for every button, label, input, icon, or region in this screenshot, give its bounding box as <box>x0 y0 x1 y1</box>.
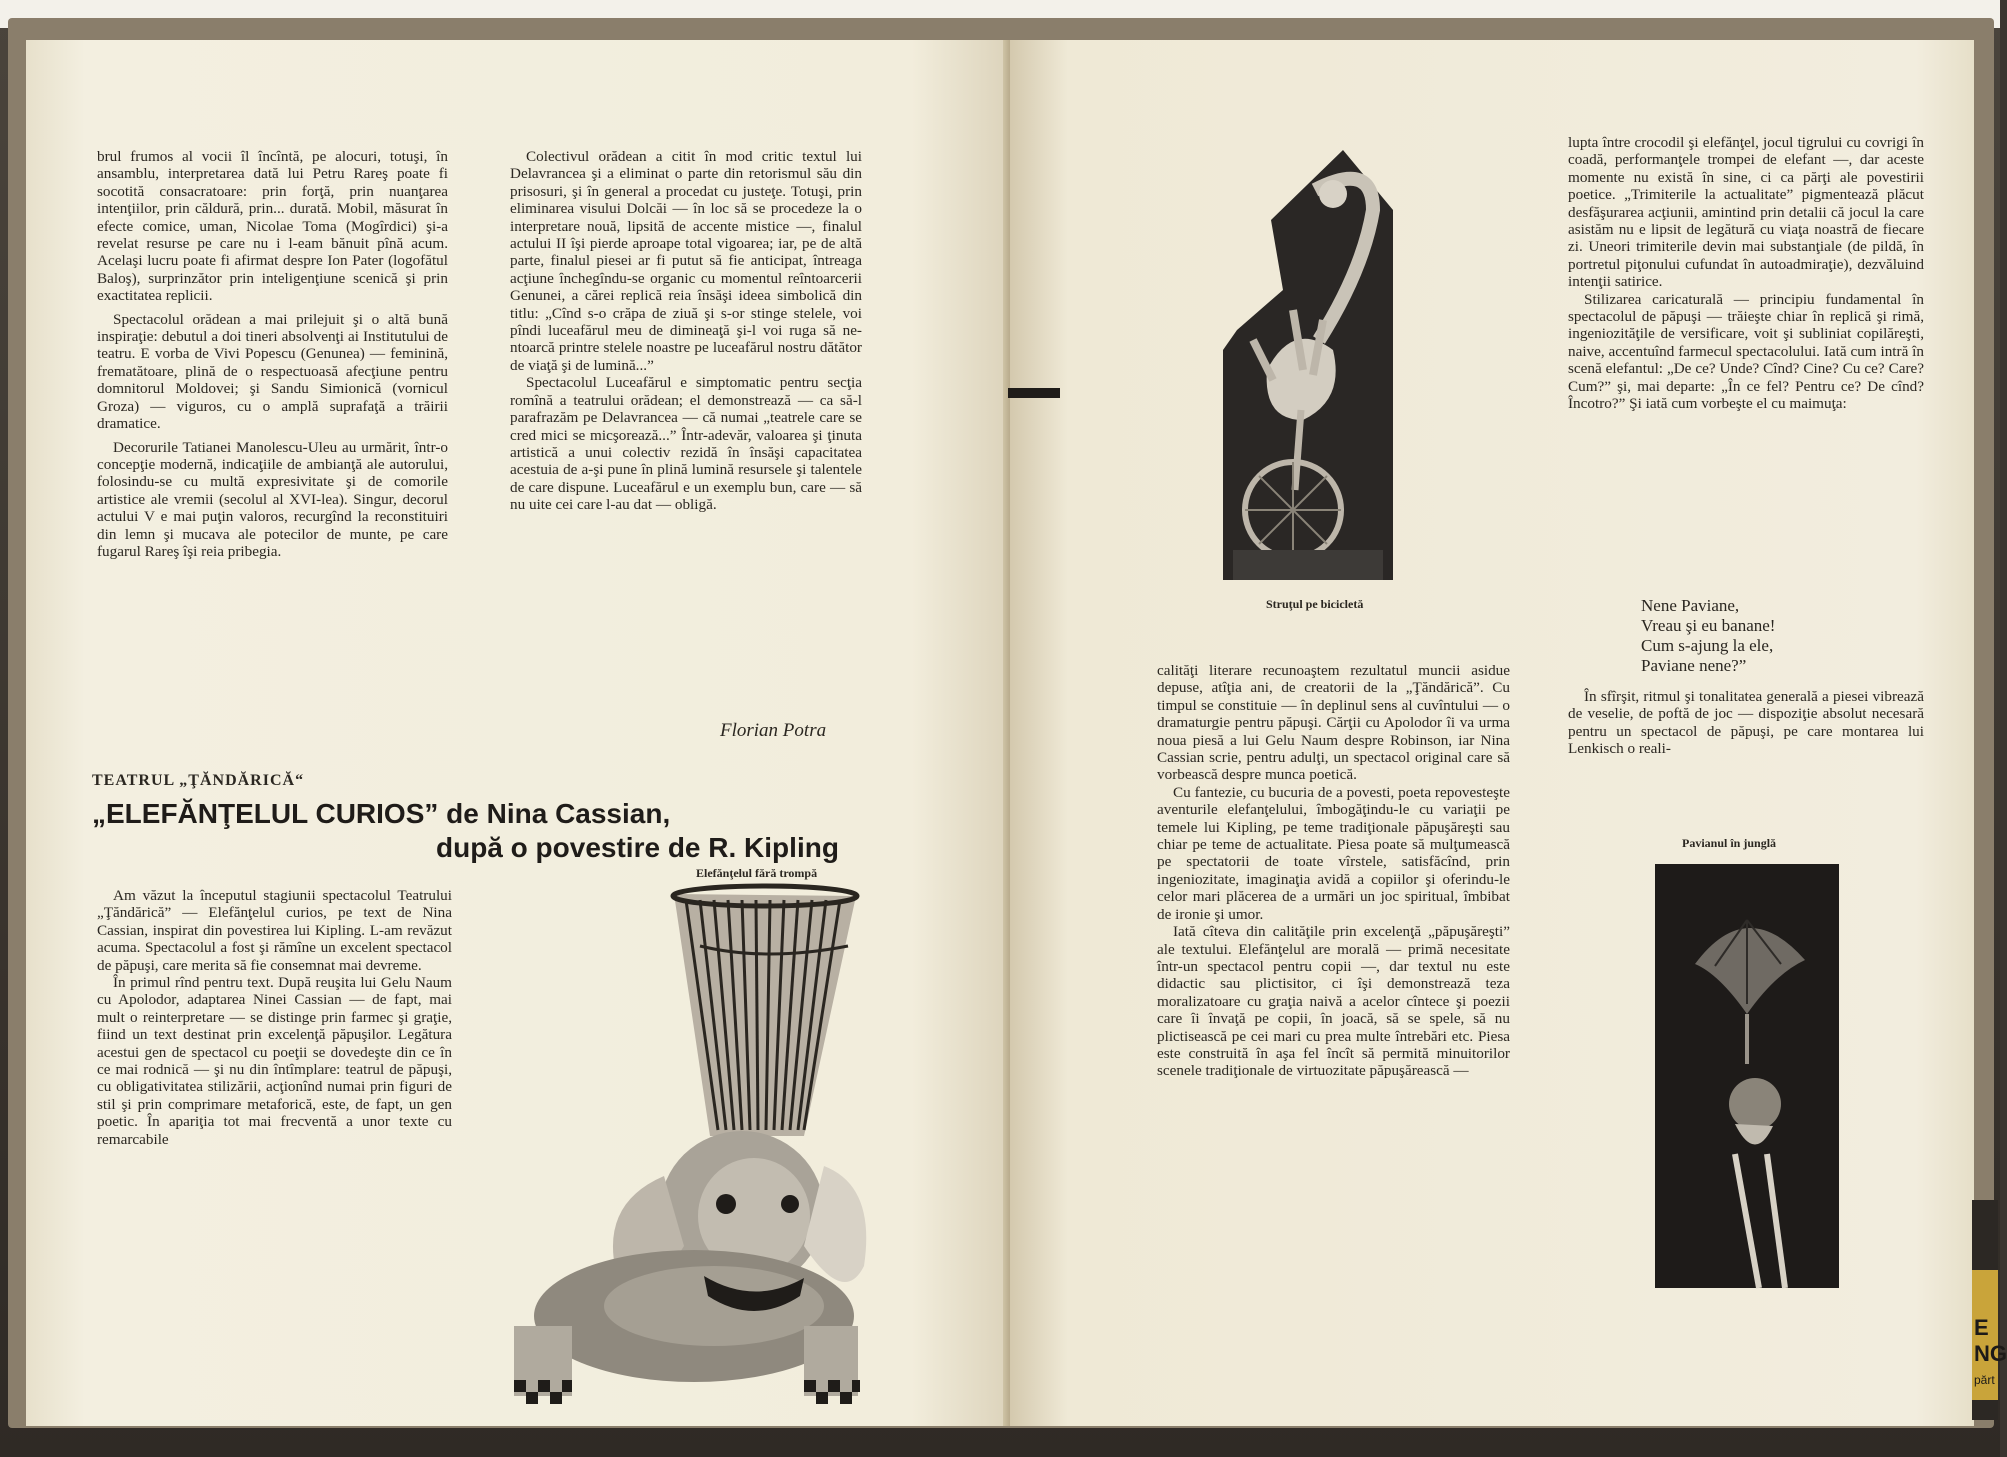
right-column-2-continued <box>1568 688 1924 758</box>
elephant-puppet-photo <box>504 886 872 1406</box>
poem-line: Paviane nene?” <box>1641 656 1747 675</box>
poem-line: Vreau şi eu banane! <box>1641 616 1776 635</box>
side-tab-letter: părt <box>1974 1373 1995 1387</box>
paragraph: Stilizarea caricaturală — principiu fundamental în spectacolul de păpuşi — trăieşte chiar în replică şi rimă, ingeniozităţile de versificare, voit şi subliniat copilăreşti, naive, accentuînd farmecul spectacolului. Iată cum intră în scenă elefantul: „De ce? Unde? Cînd? Cine? Cu ce? Care? Cum?” şi, mai departe: „În ce fel? Pentru ce? De cînd? Încotro?” Şi iată cum vorbeşte el cu maimuţa: <box>1568 290 1924 413</box>
left-column-1 <box>97 148 448 560</box>
right-column-2 <box>1568 134 1924 413</box>
ostrich-on-bicycle-photo <box>1223 150 1393 580</box>
paragraph: În sfîrşit, ritmul şi tonalitatea generală a piesei vibrează de veselie, de poftă de joc — dispoziţie absolut necesară pentru un spectacol de păpuşi, pe care montarea lui Lenkisch o reali- <box>1568 688 1924 758</box>
article-headline: „ELEFĂNŢELUL CURIOS” de Nina Cassian, <box>92 798 671 829</box>
section-label: TEATRUL „ŢĂNDĂRICĂ“ <box>92 772 305 789</box>
side-tab-text <box>1974 1315 2007 1393</box>
paragraph: Decorurile Tatianei Manolescu-Uleu au urmărit, într-o concepţie modernă, indicaţiile de ambianţă ale autorului, folosindu-se cu multă expresivitate şi de comorile artistice ale vremii (secolul al XVI-lea). Singur, decorul actului V e mai puţin valoros, recurgînd la reconstituiri din lemn şi mucava ale potecilor de munte, pe care fugarul Rareş îşi reia pribegia. <box>97 438 448 560</box>
poem-excerpt <box>1641 596 1775 676</box>
article-subheadline: după o povestire de R. Kipling <box>436 832 839 863</box>
paragraph: Cu fantezie, cu bucuria de a povesti, poeta repovesteşte aventurile elefanţelului, îmbogăţindu-le cu variaţii pe temele lui Kipling, pe teme tradiţionale păpuşăreşti sau chiar pe teme de actualitate. Piesa poate să mulţumească pe spectatorii de toate vîrstele, satisfăcînd, prin ingeniozitate, imaginaţia avidă a copiilor şi oferindu-le celor mari plăcerea de a urmări un joc spiritual, îmbibat de ironie şi umor. <box>1157 783 1510 923</box>
paragraph: Spectacolul orădean a mai prilejuit şi o altă bună inspiraţie: debutul a doi tineri absolvenţi ai Institutului de teatru. E vorba de Vivi Popescu (Genunea) — feminină, frematătoare, plină de o respectuoasă afecţiune pentru domnitorul Moldovei; şi Sandu Simionică (vornicul Groza) — viguros, cu o amplă suprafaţă a trăirii dramatice. <box>97 310 448 433</box>
photo-caption: Struţul pe bicicletă <box>1266 597 1364 611</box>
printers-mark <box>1008 388 1060 398</box>
paragraph: lupta între crocodil şi elefănţel, jocul tigrului cu covrigi în coadă, performanţele trompei de elefant —, dar aceste momente nu există în sine, ci ca părţi ale povestirii poetice. „Trimiterile la actualitate” pigmentează plăcut desfăşurarea acţiunii, amintind prin detalii că jocul la care asistăm nu e lipsit de legătură cu viaţa noastră de fiecare zi. Uneori trimiterile devin mai substanţiale (de pildă, în portretul piţonului cufundat în autoadmiraţie), dezvăluind intenţii satirice. <box>1568 134 1924 291</box>
author-signature: Florian Potra <box>720 720 827 741</box>
left-column-2 <box>510 148 862 514</box>
baboon-in-jungle-photo <box>1655 864 1839 1288</box>
poem-line: Nene Paviane, <box>1641 596 1740 615</box>
paragraph: Spectacolul Luceafărul e simptomatic pentru secţia romînă a teatrului orădean; el demonstrează — ca să-l parafrazăm pe Delavrancea — că numai „teatrele care se cred mici se micşorează...” Într-adevăr, valoarea şi ţinuta artistică a unui colectiv rezidă în însăşi capacitatea acestuia de a-şi pune în plină lumină resursele şi talentele de care dispune. Luceafărul e un exemplu bun, care — să nu uite cei care l-au dat — obligă. <box>510 374 862 514</box>
left-column-3 <box>97 887 452 1148</box>
paragraph: Colectivul orădean a citit în mod critic textul lui Delavrancea şi a eliminat o parte din retorismul său din prisosuri, şi în general a procedat cu justeţe. Totuşi, prin eliminarea visului Dolcăi — în loc să se procedeze la o interpretare nouă, lipsită de accente mistice —, finalul actului II îşi pierde aproape total vigoarea; iar, pe de altă parte, finalul piesei ar fi putut să fie anticipat, întreaga acţiune închegîndu-se organic cu momentul reîntoarcerii Genunei, a cărei replică reia însăşi ideea simbolică din titlu: „Cînd s-o crăpa de ziuă şi s-or stinge stelele, voi pîndi luceafărul meu de dimineaţă şi-l voi ruga să ne-ntoarcă printre stelele noastre pe luceafărul nostru dătător de viaţă şi de lumină...” <box>510 148 862 374</box>
side-tab-letter: E <box>1974 1315 1989 1340</box>
photo-caption: Elefănţelul fără trompă <box>696 866 818 880</box>
photo-caption: Pavianul în junglă <box>1682 836 1777 850</box>
paragraph: calităţi literare recunoaştem rezultatul muncii asidue depuse, atîţia ani, de creatorii de la „Ţăndărică”. Cu timpul se constituie — în deplinul sens al cuvîntului — o dramaturgie pentru păpuşi. Cărţii cu Apolodor îi va urma noua piesă a lui Gelu Naum despre Robinson, iar Nina Cassian scrie, pentru adulţi, un spectacol original care să vorbească despre munca poetică. <box>1157 662 1510 784</box>
poem-line: Cum s-ajung la ele, <box>1641 636 1774 655</box>
paragraph: brul frumos al vocii îl încîntă, pe alocuri, totuşi, în ansamblu, interpretarea dată lui Petru Rareş poate fi socotită consacratoare: prin forţă, prin nuanţarea intenţiilor, prin căldură, prin... durată. Mobil, măsurat în efecte comice, uman, Nicolae Toma (Mogîrdici) şi-a revelat resurse pe care nu i l-eam bănuit pînă acum. Acelaşi lucru poate fi afirmat despre Ion Pater (logofătul Baloş), surprinzător prin inteligenţiune scenică şi prin exactitatea replicii. <box>97 148 448 305</box>
side-tab-letter: NG <box>1974 1341 2007 1366</box>
paragraph: Iată cîteva din calităţile prin excelenţă „păpuşăreşti” ale textului. Elefănţelul are morală — primă necesitate într-un spectacol pentru copii —, dar textul nu este didactic sau plictisitor, ci îşi demonstrează teza moralizatoare cu graţia naivă a acelor cîntece şi poezii care îi învaţă pe copii, în joacă, să se spele, să nu plictisească pe cei mari cu prea multe întrebări etc. Piesa este construită în aşa fel încît să permită minuitorilor scenele tradiţionale de virtuozitate păpuşărească — <box>1157 923 1510 1080</box>
right-column-1 <box>1157 662 1510 1080</box>
paragraph: Am văzut la începutul stagiunii spectacolul Teatrului „Ţăndărică” — Elefănţelul curios, pe text de Nina Cassian, inspirat din povestirea lui Kipling. L-am revăzut acuma. Spectacolul a fost şi rămîne un excelent spectacol de păpuşi, care merita să fie consemnat mai devreme. <box>97 887 452 974</box>
paragraph: În primul rînd pentru text. După reuşita lui Gelu Naum cu Apolodor, adaptarea Ninei Cassian — de fapt, mai mult o reinterpretare — se distinge prin farmec şi graţie, fiind un text destinat prin excelenţă păpuşilor. Legătura acestui gen de spectacol cu poeţii se dovedeşte din ce în ce mai rodnică — şi nu din întîmplare: teatrul de păpuşi, cu obligativitatea stilizării, acţionînd numai prin figuri de stil şi prin comprimare metaforică, este, de fapt, un gen poetic. În apariţia tot mai frecventă a unor texte cu remarcabile <box>97 974 452 1148</box>
